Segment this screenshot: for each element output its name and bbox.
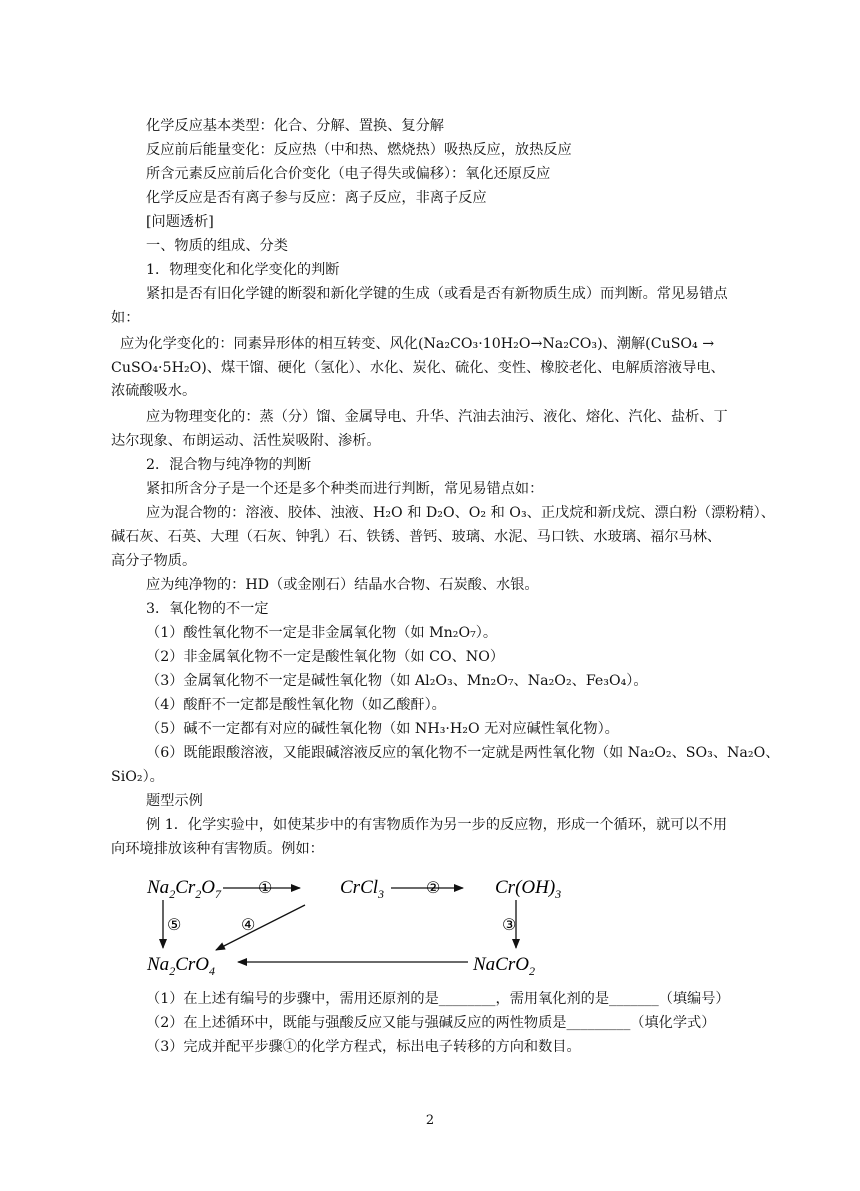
- text-line: 达尔现象、布朗运动、活性炭吸附、渗析。: [111, 433, 381, 449]
- subsection-heading: 3．氧化物的不一定: [146, 601, 269, 617]
- list-item: （5）碱不一定都有对应的碱性氧化物（如 NH₃·H₂O 无对应碱性氧化物）。: [146, 721, 619, 737]
- compound-nacro2: NaCrO$_2$: [473, 954, 535, 978]
- text-line: SiO₂）。: [111, 769, 164, 785]
- text-line: 所含元素反应前后化合价变化（电子得失或偏移）：氧化还原反应: [146, 166, 551, 182]
- list-item: （1）酸性氧化物不一定是非金属氧化物（如 Mn₂O₇）。: [146, 625, 498, 641]
- text-line: 化学反应基本类型：化合、分解、置换、复分解: [146, 118, 444, 134]
- text-line: 应为物理变化的：蒸（分）馏、金属导电、升华、汽油去油污、液化、熔化、汽化、盐析、丁: [146, 409, 728, 425]
- page-number: 2: [425, 1113, 435, 1128]
- text-line: 例 1．化学实验中，如使某步中的有害物质作为另一步的反应物，形成一个循环，就可以不用: [146, 817, 728, 833]
- text-line: 应为化学变化的：同素异形体的相互转变、风化(Na₂CO₃·10H₂O→Na₂CO₃)、潮解(CuSO₄ →: [120, 336, 715, 352]
- text-line: 反应前后能量变化：反应热（中和热、燃烧热）吸热反应，放热反应: [146, 142, 572, 158]
- text-line: 浓硫酸吸水。: [111, 383, 197, 399]
- step-label-3: ③: [502, 917, 517, 934]
- text-line: 化学反应是否有离子参与反应：离子反应，非离子反应: [146, 190, 487, 206]
- compound-na2cro4: $Na_2CrO_4$: [147, 954, 215, 978]
- list-item: （6）既能跟酸溶液，又能跟碱溶液反应的氧化物不一定就是两性氧化物（如 Na₂O₂、SO₃、Na₂O、: [146, 745, 780, 761]
- text-line: 应为混合物的：溶液、胶体、浊液、H₂O 和 D₂O、O₂ 和 O₃、正戊烷和新戊烷、漂白粉（漂粉精）、: [146, 505, 775, 521]
- text-line: 紧扣所含分子是一个还是多个种类而进行判断，常见易错点如：: [146, 481, 544, 497]
- subsection-heading: 2．混合物与纯净物的判断: [146, 457, 312, 473]
- step-label-2: ②: [426, 880, 441, 897]
- list-item: （4）酸酐不一定都是酸性氧化物（如乙酸酐）。: [146, 697, 446, 713]
- reaction-cycle-diagram: [140, 868, 620, 980]
- step-label-1: ①: [258, 880, 273, 897]
- question-item: （1）在上述有编号的步骤中，需用还原剂的是________，需用氧化剂的是_______（填编号）: [146, 991, 730, 1007]
- text-line: 紧扣是否有旧化学键的断裂和新化学键的生成（或看是否有新物质生成）而判断。常见易错点: [146, 286, 728, 302]
- text-line: 如：: [111, 310, 140, 326]
- text-line: 向环境排放该种有害物质。例如：: [111, 841, 324, 857]
- step-label-4: ④: [241, 917, 256, 934]
- question-item: （3）完成并配平步骤①的化学方程式，标出电子转移的方向和数目。: [146, 1039, 581, 1055]
- text-line: 高分子物质。: [111, 553, 197, 569]
- subsection-heading: 题型示例: [146, 793, 203, 809]
- arrow-step-4: [216, 905, 305, 950]
- section-heading: 一、物质的组成、分类: [146, 238, 288, 254]
- compound-crcl3: CrCl$_3$: [340, 877, 385, 901]
- list-item: （2）非金属氧化物不一定是酸性氧化物（如 CO、NO）: [146, 649, 505, 665]
- text-line: 应为纯净物的：HD（或金刚石）结晶水合物、石炭酸、水银。: [146, 577, 539, 593]
- subsection-heading: 1．物理变化和化学变化的判断: [146, 262, 340, 278]
- question-item: （2）在上述循环中，既能与强酸反应又能与强碱反应的两性物质是_________（填化学式）: [146, 1015, 716, 1031]
- list-item: （3）金属氧化物不一定是碱性氧化物（如 Al₂O₃、Mn₂O₇、Na₂O₂、Fe₃O₄）。: [146, 673, 648, 689]
- compound-croh3: $Cr(OH)_3$: [495, 877, 562, 901]
- section-label: [问题透析]: [146, 214, 214, 230]
- text-line: CuSO₄·5H₂O)、煤干馏、硬化（氢化）、水化、炭化、硫化、变性、橡胶老化、电解质溶液导电、: [111, 360, 725, 376]
- compound-na2cr2o7: $Na_2Cr_2O_7$: [147, 877, 221, 901]
- text-line: 碱石灰、石英、大理（石灰、钟乳）石、铁锈、普钙、玻璃、水泥、马口铁、水玻璃、福尔马林、: [111, 529, 722, 545]
- step-label-5: ⑤: [167, 917, 182, 934]
